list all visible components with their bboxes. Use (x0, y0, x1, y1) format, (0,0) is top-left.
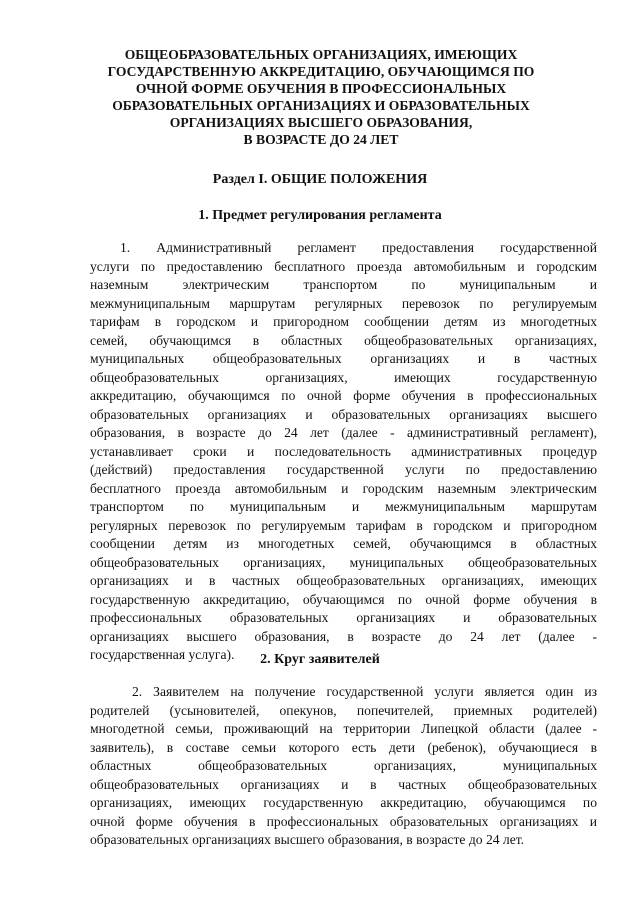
paragraph-line: общеобразовательных организациях, имеющих государственную (90, 369, 597, 385)
paragraph-line: государственная услуга). (90, 647, 235, 662)
paragraph-line: родителей (усыновителей, опекунов, попечителей, приемных родителей) (90, 702, 597, 718)
document-title (96, 46, 546, 148)
paragraph-line: областных общеобразовательных организациях, муниципальных (90, 758, 597, 773)
subsection-title-1: 1. Предмет регулирования регламента (198, 208, 442, 223)
paragraph-line: сообщении детям из многодетных семей, обучающимся в областных (90, 536, 597, 551)
title-line: ОБРАЗОВАТЕЛЬНЫХ ОРГАНИЗАЦИЯХ И ОБРАЗОВАТЕЛЬНЫХ (112, 98, 530, 113)
paragraph-line: муниципальных общеобразовательных организациях и в частных (90, 351, 597, 366)
paragraph-line: организациях высшего образования, в возрасте до 24 лет (далее - (90, 628, 597, 644)
paragraph-line: заявитель), в составе семьи которого есть дети (ребенок), обучающиеся в (90, 739, 597, 755)
paragraph-line: организациях, имеющих государственную аккредитацию, обучающимся по (90, 795, 597, 810)
paragraph-line: семей, обучающимся в областных общеобразовательных организациях, (90, 332, 597, 348)
paragraph-line: аккредитацию, обучающимся по очной форме обучения в профессиональных (90, 388, 597, 403)
paragraph-line: 1. Административный регламент предоставления государственной (120, 240, 597, 255)
paragraph-2 (90, 683, 597, 850)
subsection-title-2: 2. Круг заявителей (260, 652, 380, 667)
paragraph-line: очной форме обучения в профессиональных образовательных организациях и (90, 813, 597, 829)
paragraph-line: образовательных организациях и образовательных организациях высшего (90, 406, 597, 422)
title-line: ОЧНОЙ ФОРМЕ ОБУЧЕНИЯ В ПРОФЕССИОНАЛЬНЫХ (135, 81, 507, 96)
title-line: ОРГАНИЗАЦИЯХ ВЫСШЕГО ОБРАЗОВАНИЯ, (169, 115, 473, 130)
title-line: ОБЩЕОБРАЗОВАТЕЛЬНЫХ ОРГАНИЗАЦИЯХ, ИМЕЮЩИХ (124, 47, 518, 62)
paragraph-line: организациях и в частных общеобразовательных организациях, имеющих (90, 573, 597, 588)
section-title: Раздел I. ОБЩИЕ ПОЛОЖЕНИЯ (212, 172, 428, 187)
paragraph-1 (90, 239, 597, 665)
paragraph-line: услуги по предоставлению бесплатного проезда автомобильным и городским (90, 258, 597, 274)
paragraph-line: профессиональных образовательных организациях и образовательных (90, 610, 597, 625)
paragraph-line: тарифам в городском и пригородном сообщении детям из многодетных (90, 314, 597, 329)
title-line: В ВОЗРАСТЕ ДО 24 ЛЕТ (243, 132, 399, 147)
paragraph-line: межмуниципальным маршрутам регулярных перевозок по регулируемым (90, 295, 597, 311)
paragraph-line: устанавливает сроки и последовательность административных процедур (90, 443, 597, 459)
paragraph-line: образования, в возрасте до 24 лет (далее - административный регламент), (90, 425, 597, 440)
paragraph-line: общеобразовательных организациях и в частных общеобразовательных (90, 776, 597, 792)
paragraph-line: наземным электрическим транспортом по муниципальным и (90, 277, 597, 292)
paragraph-line: транспортом по муниципальным и межмуниципальным маршрутам (90, 499, 597, 514)
paragraph-line: регулярных перевозок по регулируемым тарифам в городском и пригородном (90, 517, 597, 533)
paragraph-line: бесплатного проезда автомобильным и городским наземным электрическим (90, 480, 597, 496)
paragraph-line: государственную аккредитацию, обучающимся по очной форме обучения в (90, 591, 597, 607)
paragraph-line: многодетной семьи, проживающий на территории Липецкой области (далее - (90, 721, 597, 736)
paragraph-line: (действий) предоставления государственной услуги по предоставлению (90, 462, 597, 477)
paragraph-line: 2. Заявителем на получение государственной услуги является один из (132, 684, 597, 699)
paragraph-line: образовательных организациях высшего образования, в возрасте до 24 лет. (90, 832, 525, 847)
title-line: ГОСУДАРСТВЕННУЮ АККРЕДИТАЦИЮ, ОБУЧАЮЩИМСЯ ПО (107, 64, 535, 79)
paragraph-line: общеобразовательных организациях, муниципальных общеобразовательных (90, 554, 597, 570)
